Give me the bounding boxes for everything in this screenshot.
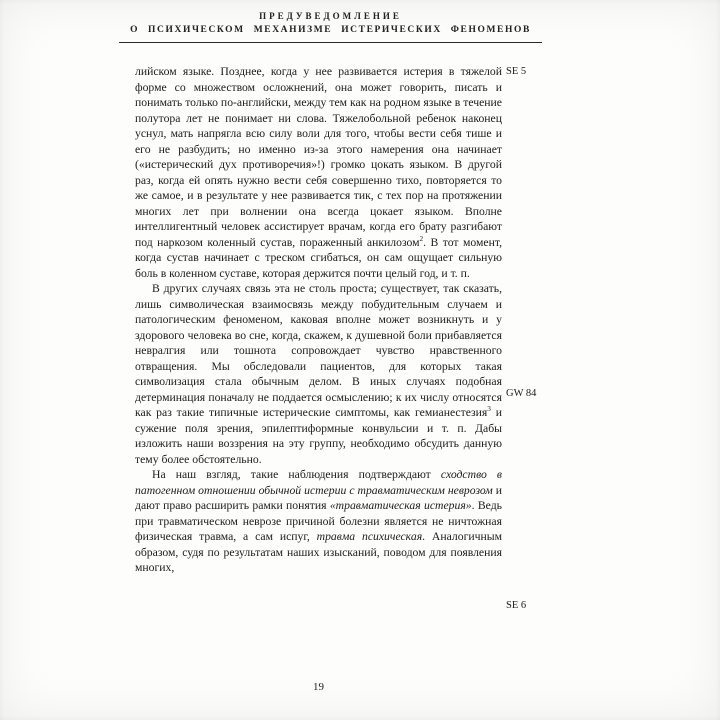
body-run: и сужение поля зрения, эпилептиформные конвульсии и т. п. Дабы изложить наши воззрения на эту группу, необходимо обсудить данную тему более обстоятельно.	[135, 406, 502, 466]
chapter-title: ПРЕДУВЕДОМЛЕНИЕ	[259, 11, 402, 21]
emphasized-text: сходство в патогенном отношении обычной истерии с травматическим неврозом	[135, 468, 502, 497]
body-run: На наш взгляд, такие наблюдения подтверждают	[152, 468, 441, 481]
body-run: . Аналогичным образом, судя по результатам наших изысканий, поводом для появления многих,	[135, 530, 503, 574]
paragraph-2	[135, 281, 502, 467]
body-run: и дают право расширить рамки понятия	[135, 483, 502, 512]
footnote-reference: 2	[419, 234, 424, 243]
chapter-subtitle: О ПСИХИЧЕСКОМ МЕХАНИЗМЕ ИСТЕРИЧЕСКИХ ФЕНОМЕНОВ	[130, 25, 531, 35]
emphasized-text: «травматическая истерия»	[329, 499, 472, 512]
margin-note-se-6: SE 6	[506, 600, 527, 611]
page-number: 19	[313, 681, 324, 693]
running-head	[119, 11, 542, 43]
body-text	[135, 64, 502, 576]
paragraph-1	[135, 64, 502, 281]
body-run: В других случаях связь эта не столь проста; существует, так сказать, лишь символическая взаимосвязь между побудительным случаем и патологическим феноменом, каковая вполне может возникнуть и у здорового человека во сне, когда, скажем, к душевной боли прибавляется невралгия или тошнота сопровождает чувство нравственного отвращения. Мы обследовали пациентов, для которых такая символизация стала обычным делом. В иных случаях подобная детерминация поначалу не поддается осмыслению; к их числу относятся как раз такие типичные истерические симптомы, как гемианестезия	[135, 282, 502, 419]
body-run: . В тот момент, когда сустав начинает с треском сгибаться, он сам ощущает сильную боль в коленном суставе, которая держится почти целый год, и т. п.	[135, 235, 502, 280]
footnote-reference: 3	[487, 405, 491, 414]
emphasized-text: травма психическая	[316, 530, 423, 543]
body-run: . Ведь при травматическом неврозе причиной болезни является не ничтожная физическая травма, а сам испуг,	[135, 499, 502, 543]
margin-note-gw-84: GW 84	[506, 388, 537, 399]
margin-note-se-5: SE 5	[506, 66, 527, 77]
paragraph-3	[135, 467, 502, 576]
body-run: лийском языке. Позднее, когда у нее развивается истерия в тяжелой форме со множеством осложнений, она может говорить, писать и понимать только по-английски, между тем как на родном языке в течение полутора лет не понимает ни слова. Тяжелобольной ребенок наконец уснул, мать напрягла всю силу воли для того, чтобы вести себя тише и его не разбудить; но именно из-за этого намерения она начинает («истерический дух противоречия»!) громко цокать языком. В другой раз, когда ей опять нужно вести себя совершенно тихо, повторяется то же самое, и в результате у нее развивается тик, с тех пор на протяжении многих лет при волнении она всегда цокает языком. Вполне интеллигентный человек ассистирует врачам, когда его брату разгибают под наркозом коленный сустав, пораженный анкилозом	[135, 65, 502, 249]
